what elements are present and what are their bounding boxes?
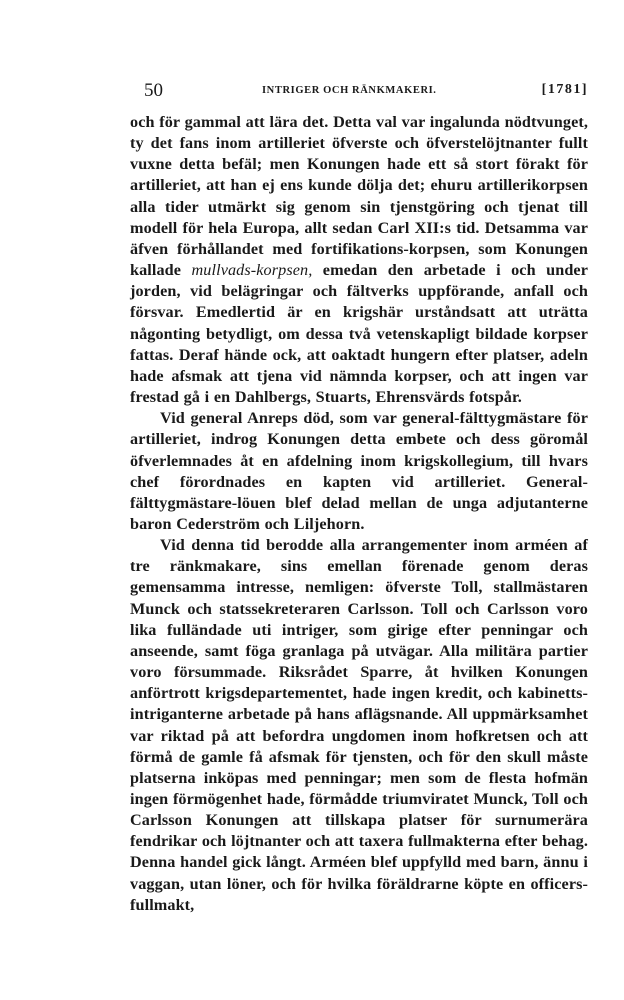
paragraph-1-text-a: och för gammal att lära det. Detta val var ingalunda nödtvunget, ty det fans inom artilleriet öfverste och öfverstelöjtnanter fullt vuxne detta befäl; men Konungen hade ett så stort förakt för artilleriet, att han ej ens kunde dölja det; ehuru artillerikorpsen alla tider utmärkt sig genom sin tjenstgöring och tjenat till modell för hela Europa, allt sedan Carl XII:s tid. Detsamma var äfven förhållandet med fortifikations-korpsen, som Konungen kallade [130,113,588,280]
paragraph-1 [130,112,588,408]
book-page [130,78,588,916]
paragraph-1-text-b: emedan den arbetade i och under jorden, vid belägringar och fältverks uppförande, anfall och försvar. Emedlertid är en krigshär urståndsatt att uträtta någonting betydligt, om dessa två vetenskapligt bildade korpser fattas. Deraf hände ock, att oaktadt hungern efter platser, adeln hade afsmak att tjena vid nämnda korpser, och att ingen var frestad gå i en Dahlbergs, Stuarts, Ehrensvärds fotspår. [130,261,588,407]
page-number: 50 [144,80,163,101]
header-year: [1781] [541,82,588,97]
running-title: INTRIGER OCH RÄNKMAKERI. [262,85,437,96]
running-header [130,78,588,112]
paragraph-1-italic-term: mullvads-korpsen, [191,261,313,280]
body-text [130,112,588,916]
paragraph-3: Vid denna tid berodde alla arrangementer inom arméen af tre ränkmakare, sins emellan förenade genom deras gemensamma intresse, nemligen: öfverste Toll, stallmästaren Munck och statssekreteraren Carlsson. Toll och Carlsson voro lika fulländade uti intriger, som girige efter penningar och anseende, samt föga granlaga på utvägar. Alla militära partier voro försummade. Riksrådet Sparre, åt hvilken Konungen anförtrott krigsdepartementet, hade ingen kredit, och kabinetts-intriganterne arbetade på hans aflägsnande. All uppmärksamhet var riktad på att befordra ungdomen inom hofkretsen och att förmå de gamle få afsmak för tjensten, och för den skull måste platserna inköpas med penningar; men som de flesta hofmän ingen förmögenhet hade, förmådde triumviratet Munck, Toll och Carlsson Konungen att tillskapa platser för surnumerära fendrikar och löjtnanter och att taxera fullmakterna efter behag. Denna handel gick långt. Arméen blef uppfylld med barn, ännu i vaggan, utan löner, och för hvilka föräldrarne köpte en officers-fullmakt, [130,536,588,914]
paragraph-2: Vid general Anreps död, som var general-fälttygmästare för artilleriet, indrog Konungen detta embete och dess göromål öfverlemnades åt en afdelning inom krigskollegium, till hvars chef förordnades en kapten vid artilleriet. General-fälttygmästare-löuen blef delad mellan de unga adjutanterne baron Cederström och Liljehorn. [130,409,588,533]
